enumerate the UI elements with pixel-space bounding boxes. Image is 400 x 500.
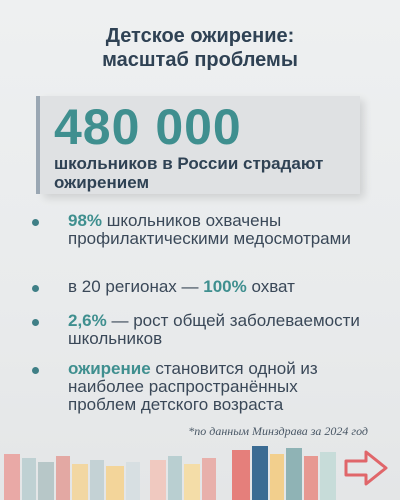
book-spine-icon <box>56 456 70 500</box>
bullet-text <box>68 312 368 348</box>
bullet-dot-icon <box>32 219 39 226</box>
book-spine-icon <box>304 456 318 500</box>
bullet-dot-icon <box>32 285 39 292</box>
bullet-rest: охват <box>246 277 295 296</box>
bullet-dot-icon <box>32 367 39 374</box>
bullet-pre: в 20 регионах — <box>68 277 204 296</box>
book-spine-icon <box>202 458 216 500</box>
book-spine-icon <box>106 466 124 500</box>
page-title <box>0 24 400 72</box>
book-spine-icon <box>286 448 302 500</box>
book-spine-icon <box>72 464 88 500</box>
bullet-highlight: 2,6% <box>68 311 107 330</box>
bullet-text <box>68 278 368 296</box>
book-spine-icon <box>232 450 250 500</box>
title-line-1: Детское ожирение: <box>105 25 295 47</box>
bullet-dot-icon <box>32 319 39 326</box>
stat-card <box>40 96 360 194</box>
book-spine-icon <box>4 454 20 500</box>
book-spine-icon <box>150 460 166 500</box>
book-spine-icon <box>126 462 140 500</box>
bullet-highlight: 98% <box>68 211 103 230</box>
bullet-highlight: 100% <box>203 277 247 296</box>
bullet-text <box>68 360 368 414</box>
book-spine-icon <box>270 454 284 500</box>
book-spine-icon <box>90 460 104 500</box>
bullet-rest: — рост общей заболеваемости школьников <box>68 311 360 348</box>
stat-text: школьников в России страдают ожирением <box>54 154 324 192</box>
book-spine-icon <box>184 464 200 500</box>
bullet-rest: становится одной из наиболее распространённых проблем детского возраста <box>68 359 318 414</box>
book-spine-icon <box>168 456 182 500</box>
arrow-right-icon[interactable] <box>342 448 390 488</box>
book-spine-icon <box>38 462 54 500</box>
source-footnote: *по данным Минздрава за 2024 год <box>188 424 368 438</box>
book-spine-icon <box>22 458 36 500</box>
bullet-text <box>68 212 368 248</box>
book-spine-icon <box>320 452 336 500</box>
books-icon <box>0 440 400 500</box>
title-line-2: масштаб проблемы <box>102 49 298 71</box>
stat-number: 480 000 <box>54 99 242 155</box>
book-spine-icon <box>252 446 268 500</box>
bullet-rest: школьников охвачены профилактическими медосмотрами <box>68 211 351 248</box>
bullet-highlight: ожирение <box>68 359 151 378</box>
